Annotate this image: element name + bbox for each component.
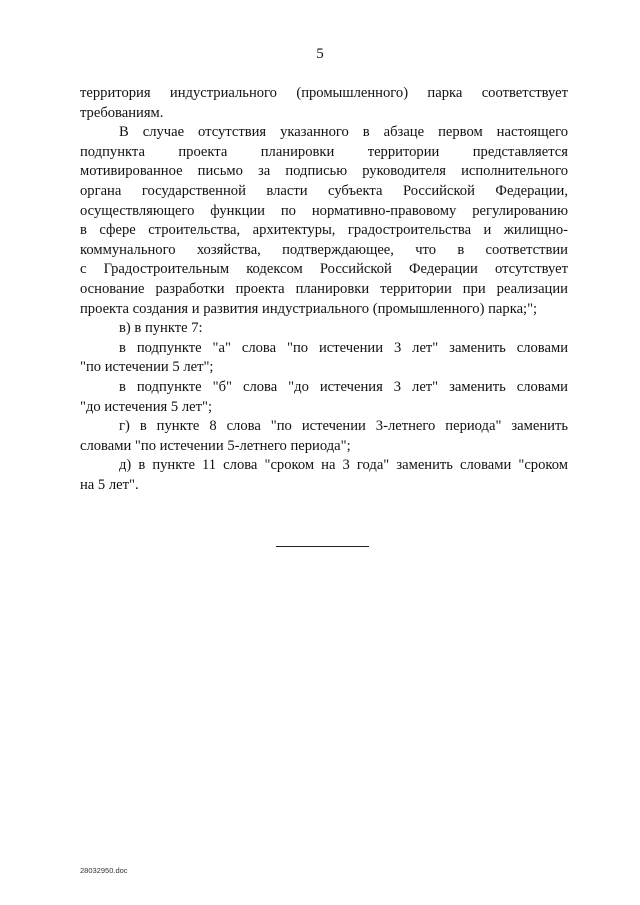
text-line: на 5 лет".: [80, 476, 139, 493]
text-line: требованиям.: [80, 104, 164, 121]
text-line: словами "по истечении 5-летнего периода";: [80, 437, 351, 454]
document-body: [80, 84, 568, 495]
text-line: основание разработки проекта планировки территории при реализации: [80, 280, 568, 297]
text-line: в подпункте "б" слова "до истечения 3 лет" заменить словами: [119, 378, 568, 395]
text-line: в) в пункте 7:: [119, 320, 203, 337]
text-line: В случае отсутствия указанного в абзаце первом настоящего: [119, 124, 568, 141]
text-line: в сфере строительства, архитектуры, градостроительства и жилищно-: [80, 222, 568, 239]
text-line: "по истечении 5 лет";: [80, 359, 214, 376]
footer-filename: 28032950.doc: [80, 866, 128, 875]
page-number: 5: [316, 46, 324, 62]
text-line: с Градостроительным кодексом Российской Федерации отсутствует: [80, 261, 568, 278]
text-line: проекта создания и развития индустриального (промышленного) парка;";: [80, 300, 538, 317]
text-line: коммунального хозяйства, подтверждающее, что в соответствии: [80, 241, 568, 258]
text-line: органа государственной власти субъекта Российской Федерации,: [80, 182, 568, 199]
text-line: "до истечения 5 лет";: [80, 398, 212, 415]
text-line: г) в пункте 8 слова "по истечении 3-летнего периода" заменить: [119, 418, 568, 435]
section-divider: [276, 546, 369, 547]
text-line: д) в пункте 11 слова "сроком на 3 года" заменить словами "сроком: [119, 457, 568, 474]
text-line: осуществляющего функции по нормативно-правовому регулированию: [80, 202, 568, 219]
text-line: мотивированное письмо за подписью руководителя исполнительного: [80, 163, 568, 180]
text-line: в подпункте "а" слова "по истечении 3 лет" заменить словами: [119, 339, 568, 356]
text-line: подпункта проекта планировки территории представляется: [80, 143, 568, 160]
text-line: территория индустриального (промышленного) парка соответствует: [80, 85, 568, 101]
